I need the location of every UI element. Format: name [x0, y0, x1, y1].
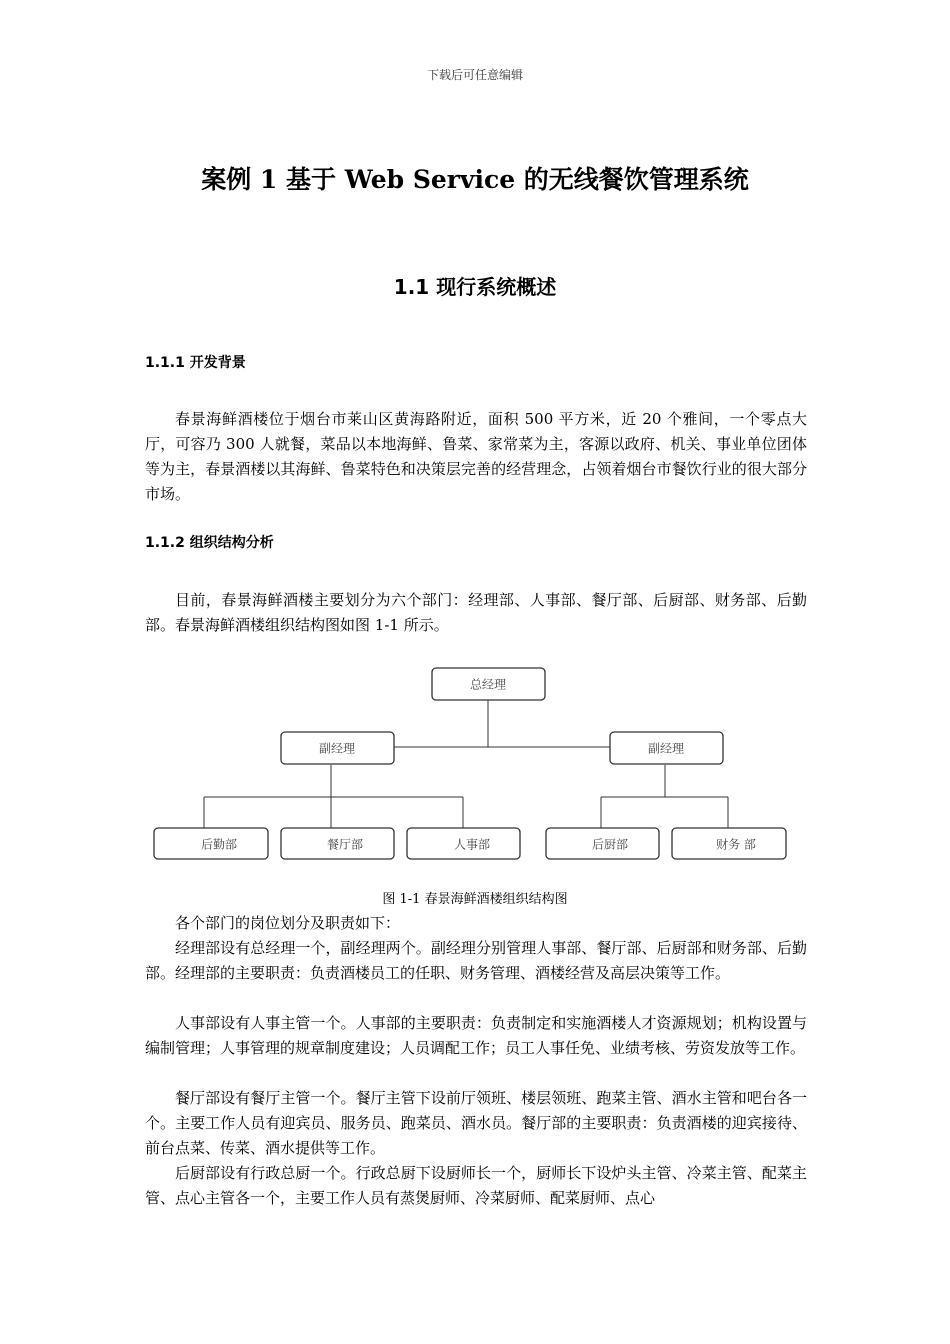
org-node-label: 副经理 — [318, 741, 356, 756]
org-node-vice-manager-right — [610, 732, 723, 764]
org-node-general-manager — [432, 668, 545, 700]
subsection-title-organization: 1.1.2 组织结构分析 — [145, 535, 274, 551]
org-node-hr — [407, 828, 520, 859]
header-note: 下载后可任意编辑 — [426, 68, 523, 82]
figure-caption: 图 1-1 春景海鲜酒楼组织结构图 — [382, 892, 568, 907]
org-node-label: 餐厅部 — [326, 837, 364, 852]
org-node-vice-manager-left — [281, 732, 394, 764]
section-title: 1.1 现行系统概述 — [393, 275, 557, 299]
hr-dept-paragraph: 人事部设有人事主管一个。人事部的主要职责：负责制定和实施酒楼人才资源规划；机构设置与编制管理；人事管理的规章制度建设；人员调配工作；员工人事任免、业绩考核、劳资发放等工作。 — [145, 1014, 807, 1057]
org-node-label: 人事部 — [453, 837, 491, 852]
org-node-logistics — [154, 828, 268, 859]
org-chart — [0, 660, 950, 870]
kitchen-dept-paragraph: 后厨部设有行政总厨一个。行政总厨下设厨师长一个，厨师长下设炉头主管、冷菜主管、配菜主管、点心主管各一个，主要工作人员有蒸煲厨师、冷菜厨师、配菜厨师、点心 — [145, 1164, 807, 1207]
org-node-restaurant — [281, 828, 394, 859]
org-node-label: 后厨部 — [591, 837, 629, 852]
organization-paragraph: 目前，春景海鲜酒楼主要划分为六个部门：经理部、人事部、餐厅部、后厨部、财务部、后勤部。春景海鲜酒楼组织结构图如图 1-1 所示。 — [145, 591, 807, 634]
org-node-label: 副经理 — [647, 741, 685, 756]
subsection-title-background: 1.1.1 开发背景 — [145, 355, 246, 371]
background-paragraph: 春景海鲜酒楼位于烟台市莱山区黄海路附近，面积 500 平方米，近 20 个雅间，一个零点大厅，可容乃 300 人就餐，菜品以本地海鲜、鲁菜、家常菜为主，客源以政府、机关、事业单位团体等为主，春景酒楼以其海鲜、鲁菜特色和决策层完善的经营理念，占领着烟台市餐饮行业的很大部分市场。 — [145, 410, 807, 503]
org-node-label: 后勤部 — [200, 837, 238, 852]
org-node-label: 财务 部 — [716, 837, 756, 852]
manager-dept-paragraph: 经理部设有总经理一个，副经理两个。副经理分别管理人事部、餐厅部、后厨部和财务部、后勤部。经理部的主要职责：负责酒楼员工的任职、财务管理、酒楼经营及高层决策等工作。 — [145, 939, 807, 982]
org-node-finance — [672, 828, 786, 859]
org-node-kitchen — [546, 828, 659, 859]
org-node-label: 总经理 — [469, 677, 507, 692]
document-title: 案例 1 基于 Web Service 的无线餐饮管理系统 — [201, 165, 749, 194]
duties-intro: 各个部门的岗位划分及职责如下： — [175, 914, 401, 932]
restaurant-dept-paragraph: 餐厅部设有餐厅主管一个。餐厅主管下设前厅领班、楼层领班、跑菜主管、酒水主管和吧台各一个。主要工作人员有迎宾员、服务员、跑菜员、酒水员。餐厅部的主要职责：负责酒楼的迎宾接待、前台点菜、传菜、酒水提供等工作。 — [145, 1089, 807, 1157]
